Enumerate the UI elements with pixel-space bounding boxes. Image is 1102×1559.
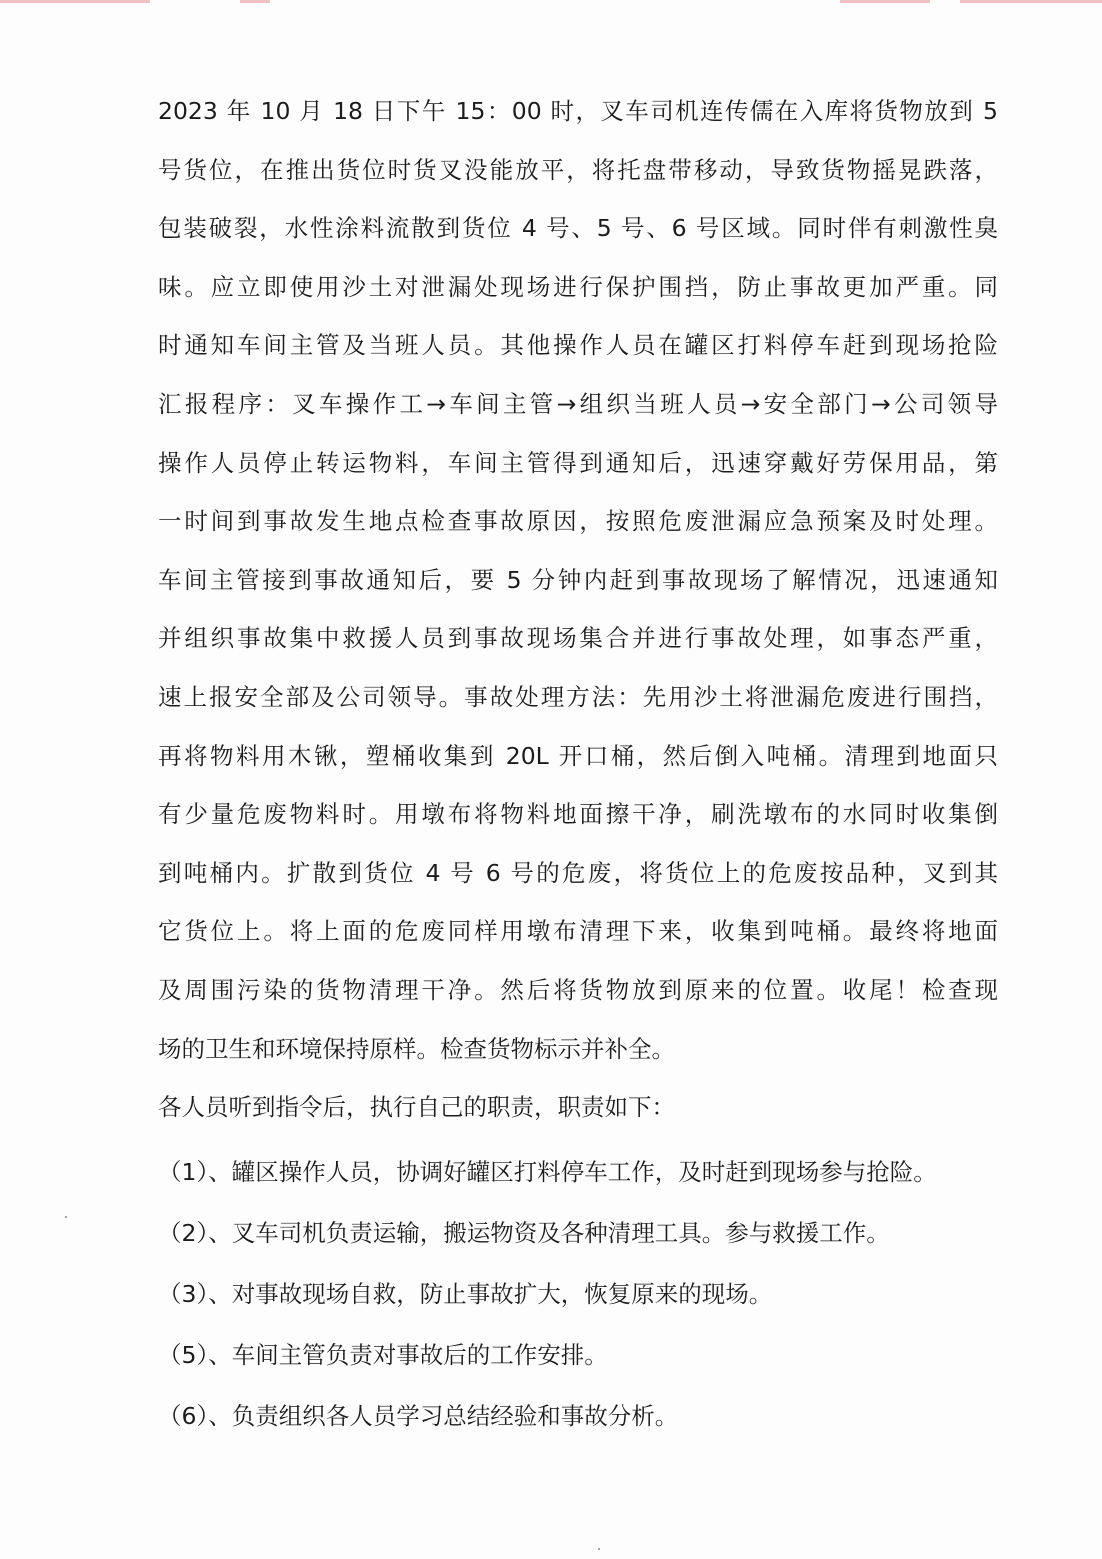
top-edge-stamp-residue (0, 0, 1102, 4)
text-line: 及周围污染的货物清理干净。然后将货物放到原来的位置。收尾！检查现 (158, 975, 998, 1004)
text-line: 2023 年 10 月 18 日下午 15：00 时，叉车司机连传儒在入库将货物放到 5 (158, 97, 998, 125)
text-line: 车间主管接到事故通知后，要 5 分钟内赶到事故现场了解情况，迅速通知 (158, 565, 998, 594)
document-body (158, 88, 998, 1454)
text-line: 号货位，在推出货位时货叉没能放平，将托盘带移动，导致货物摇晃跌落， (158, 155, 998, 184)
text-line: 场的卫生和环境保持原样。检查货物标示并补全。 (158, 1034, 675, 1063)
scan-speck (598, 1548, 600, 1550)
text-line: 有少量危废物料时。用墩布将物料地面擦干净，刷洗墩布的水同时收集倒 (158, 800, 998, 829)
text-line: 包装破裂，水性涂料流散到货位 4 号、5 号、6 号区域。同时伴有刺激性臭 (158, 214, 998, 243)
duty-item: （2）、叉车司机负责运输，搬运物资及各种清理工具。参与救援工作。 (158, 1218, 890, 1247)
text-line: 再将物料用木锹，塑桶收集到 20L 开口桶，然后倒入吨桶。清理到地面只 (158, 741, 998, 770)
text-line: 一时间到事故发生地点检查事故原因，按照危废泄漏应急预案及时处理。 (158, 507, 998, 536)
duty-item: （1）、罐区操作人员，协调好罐区打料停车工作，及时赶到现场参与抢险。 (158, 1157, 937, 1186)
text-line: 速上报安全部及公司领导。事故处理方法：先用沙土将泄漏危废进行围挡， (158, 682, 998, 711)
text-line: 操作人员停止转运物料，车间主管得到通知后，迅速穿戴好劳保用品，第 (158, 448, 998, 477)
text-line: 时通知车间主管及当班人员。其他操作人员在罐区打料停车赶到现场抢险 (158, 331, 998, 360)
text-line: 汇报程序：叉车操作工→车间主管→组织当班人员→安全部门→公司领导 (158, 389, 998, 418)
scan-speck (65, 1216, 67, 1218)
paragraph-incident (158, 88, 998, 557)
duty-item: （3）、对事故现场自救，防止事故扩大，恢复原来的现场。 (158, 1279, 773, 1308)
paragraph-handling (158, 557, 998, 1084)
text-line: 它货位上。将上面的危废同样用墩布清理下来，收集到吨桶。最终将地面 (158, 917, 998, 946)
text-line: 并组织事故集中救援人员到事故现场集合并进行事故处理，如事态严重， (158, 624, 998, 653)
duties-intro: 各人员听到指令后，执行自己的职责，职责如下： (158, 1093, 675, 1122)
duty-item: （5）、车间主管负责对事故后的工作安排。 (158, 1340, 608, 1369)
duty-item: （6）、负责组织各人员学习总结经验和事故分析。 (158, 1401, 679, 1430)
duties-list (158, 1149, 998, 1454)
text-line: 到吨桶内。扩散到货位 4 号 6 号的危废，将货位上的危废按品种，叉到其 (158, 858, 998, 887)
text-line: 味。应立即使用沙土对泄漏处现场进行保护围挡，防止事故更加严重。同 (158, 272, 998, 301)
